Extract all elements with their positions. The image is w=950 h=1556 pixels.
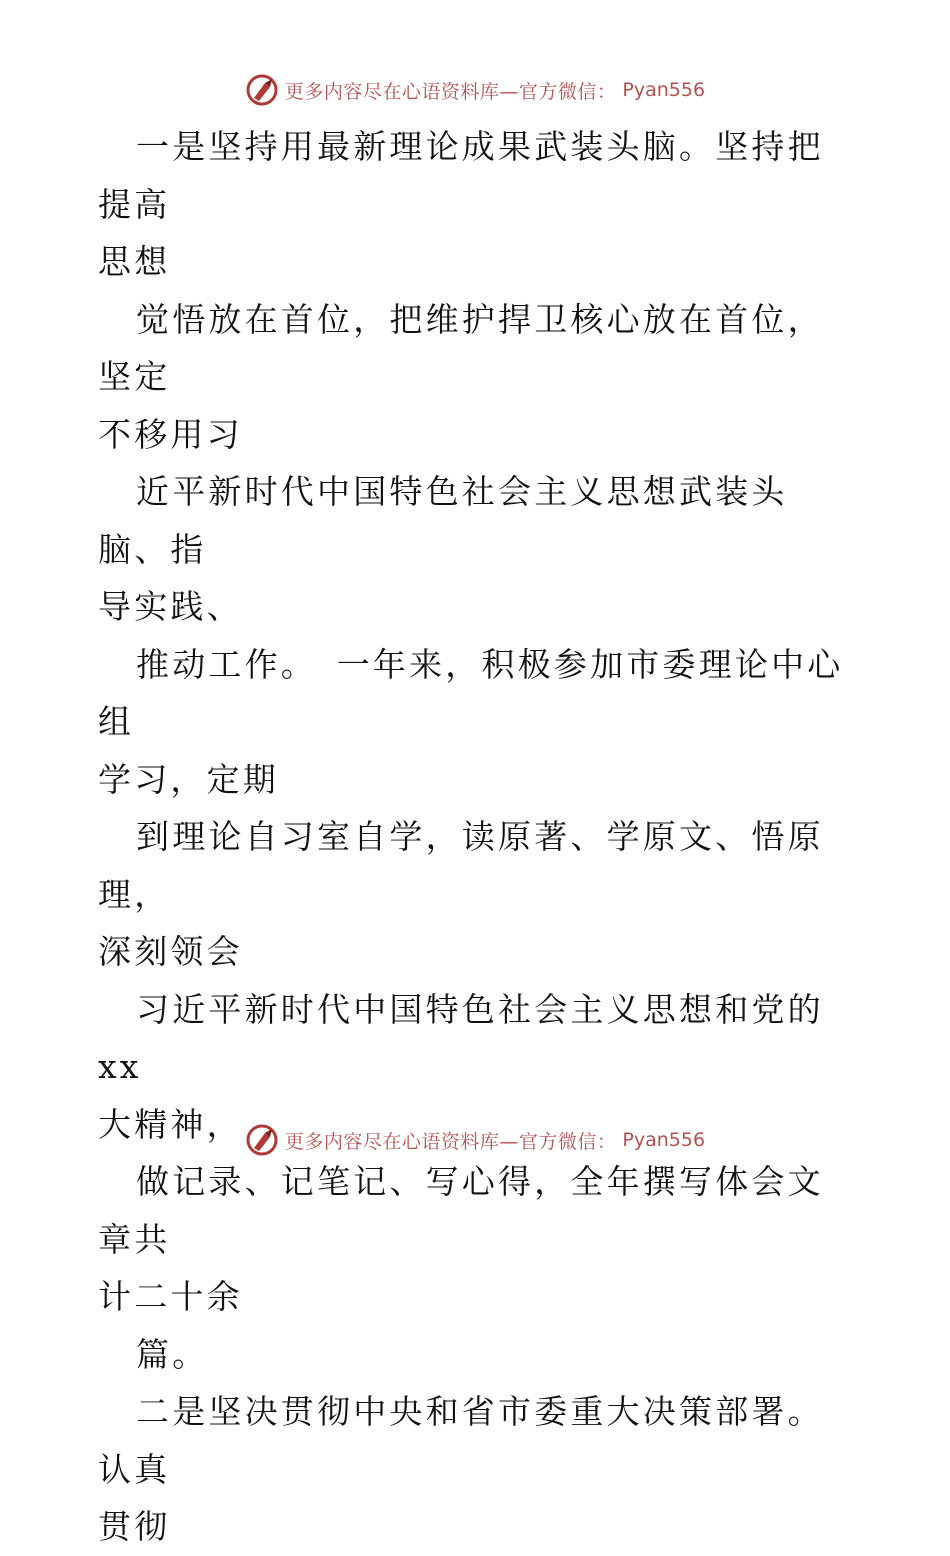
- paragraph-line: 不移用习: [98, 414, 243, 454]
- paragraph-line: 二是坚决贯彻中央和省市委重大决策部署。认真: [98, 1392, 824, 1489]
- paragraph-line: 大精神，: [98, 1104, 243, 1144]
- paragraph-line: 一是坚持用最新理论成果武装头脑。坚持把提高: [98, 127, 824, 224]
- body-paragraph: [98, 636, 858, 809]
- document-body: [98, 118, 858, 1556]
- body-paragraph: [98, 1326, 858, 1384]
- body-paragraph: [98, 463, 858, 636]
- paragraph-line: 贯彻: [98, 1507, 171, 1546]
- watermark-handle: Pyan556: [622, 79, 706, 101]
- paragraph-line: 计二十余: [98, 1277, 243, 1316]
- body-paragraph: [98, 1383, 858, 1556]
- paragraph-line: 学习，定期: [98, 759, 279, 799]
- paragraph-line: 习近平新时代中国特色社会主义思想和党的 xx: [98, 989, 824, 1086]
- paragraph-line: 近平新时代中国特色社会主义思想武装头脑、指: [98, 472, 788, 569]
- paragraph-line: 做记录、记笔记、写心得，全年撰写体会文章共: [98, 1162, 824, 1259]
- paragraph-line: 篇。: [136, 1334, 209, 1374]
- body-paragraph: [98, 118, 858, 291]
- pen-nib-logo-icon: [245, 73, 279, 107]
- watermark-text: 更多内容尽在心语资料库—官方微信：: [284, 80, 617, 103]
- body-paragraph: [98, 291, 858, 464]
- paragraph-line: 思想: [98, 242, 171, 281]
- paragraph-line: 推动工作。 一年来，积极参加市委理论中心组: [98, 644, 844, 741]
- paragraph-line: 深刻领会: [98, 932, 243, 971]
- body-paragraph: [98, 808, 858, 981]
- body-paragraph: [98, 1153, 858, 1326]
- footer-watermark: [0, 1120, 950, 1160]
- pen-nib-logo-icon: [245, 1123, 279, 1157]
- paragraph-line: 导实践、: [98, 587, 243, 626]
- watermark-text: 更多内容尽在心语资料库—官方微信：: [284, 1130, 617, 1153]
- paragraph-line: 觉悟放在首位，把维护捍卫核心放在首位，坚定: [98, 299, 824, 396]
- header-watermark: [0, 70, 950, 110]
- watermark-handle: Pyan556: [622, 1129, 706, 1151]
- paragraph-line: 到理论自习室自学，读原著、学原文、悟原理，: [98, 817, 824, 914]
